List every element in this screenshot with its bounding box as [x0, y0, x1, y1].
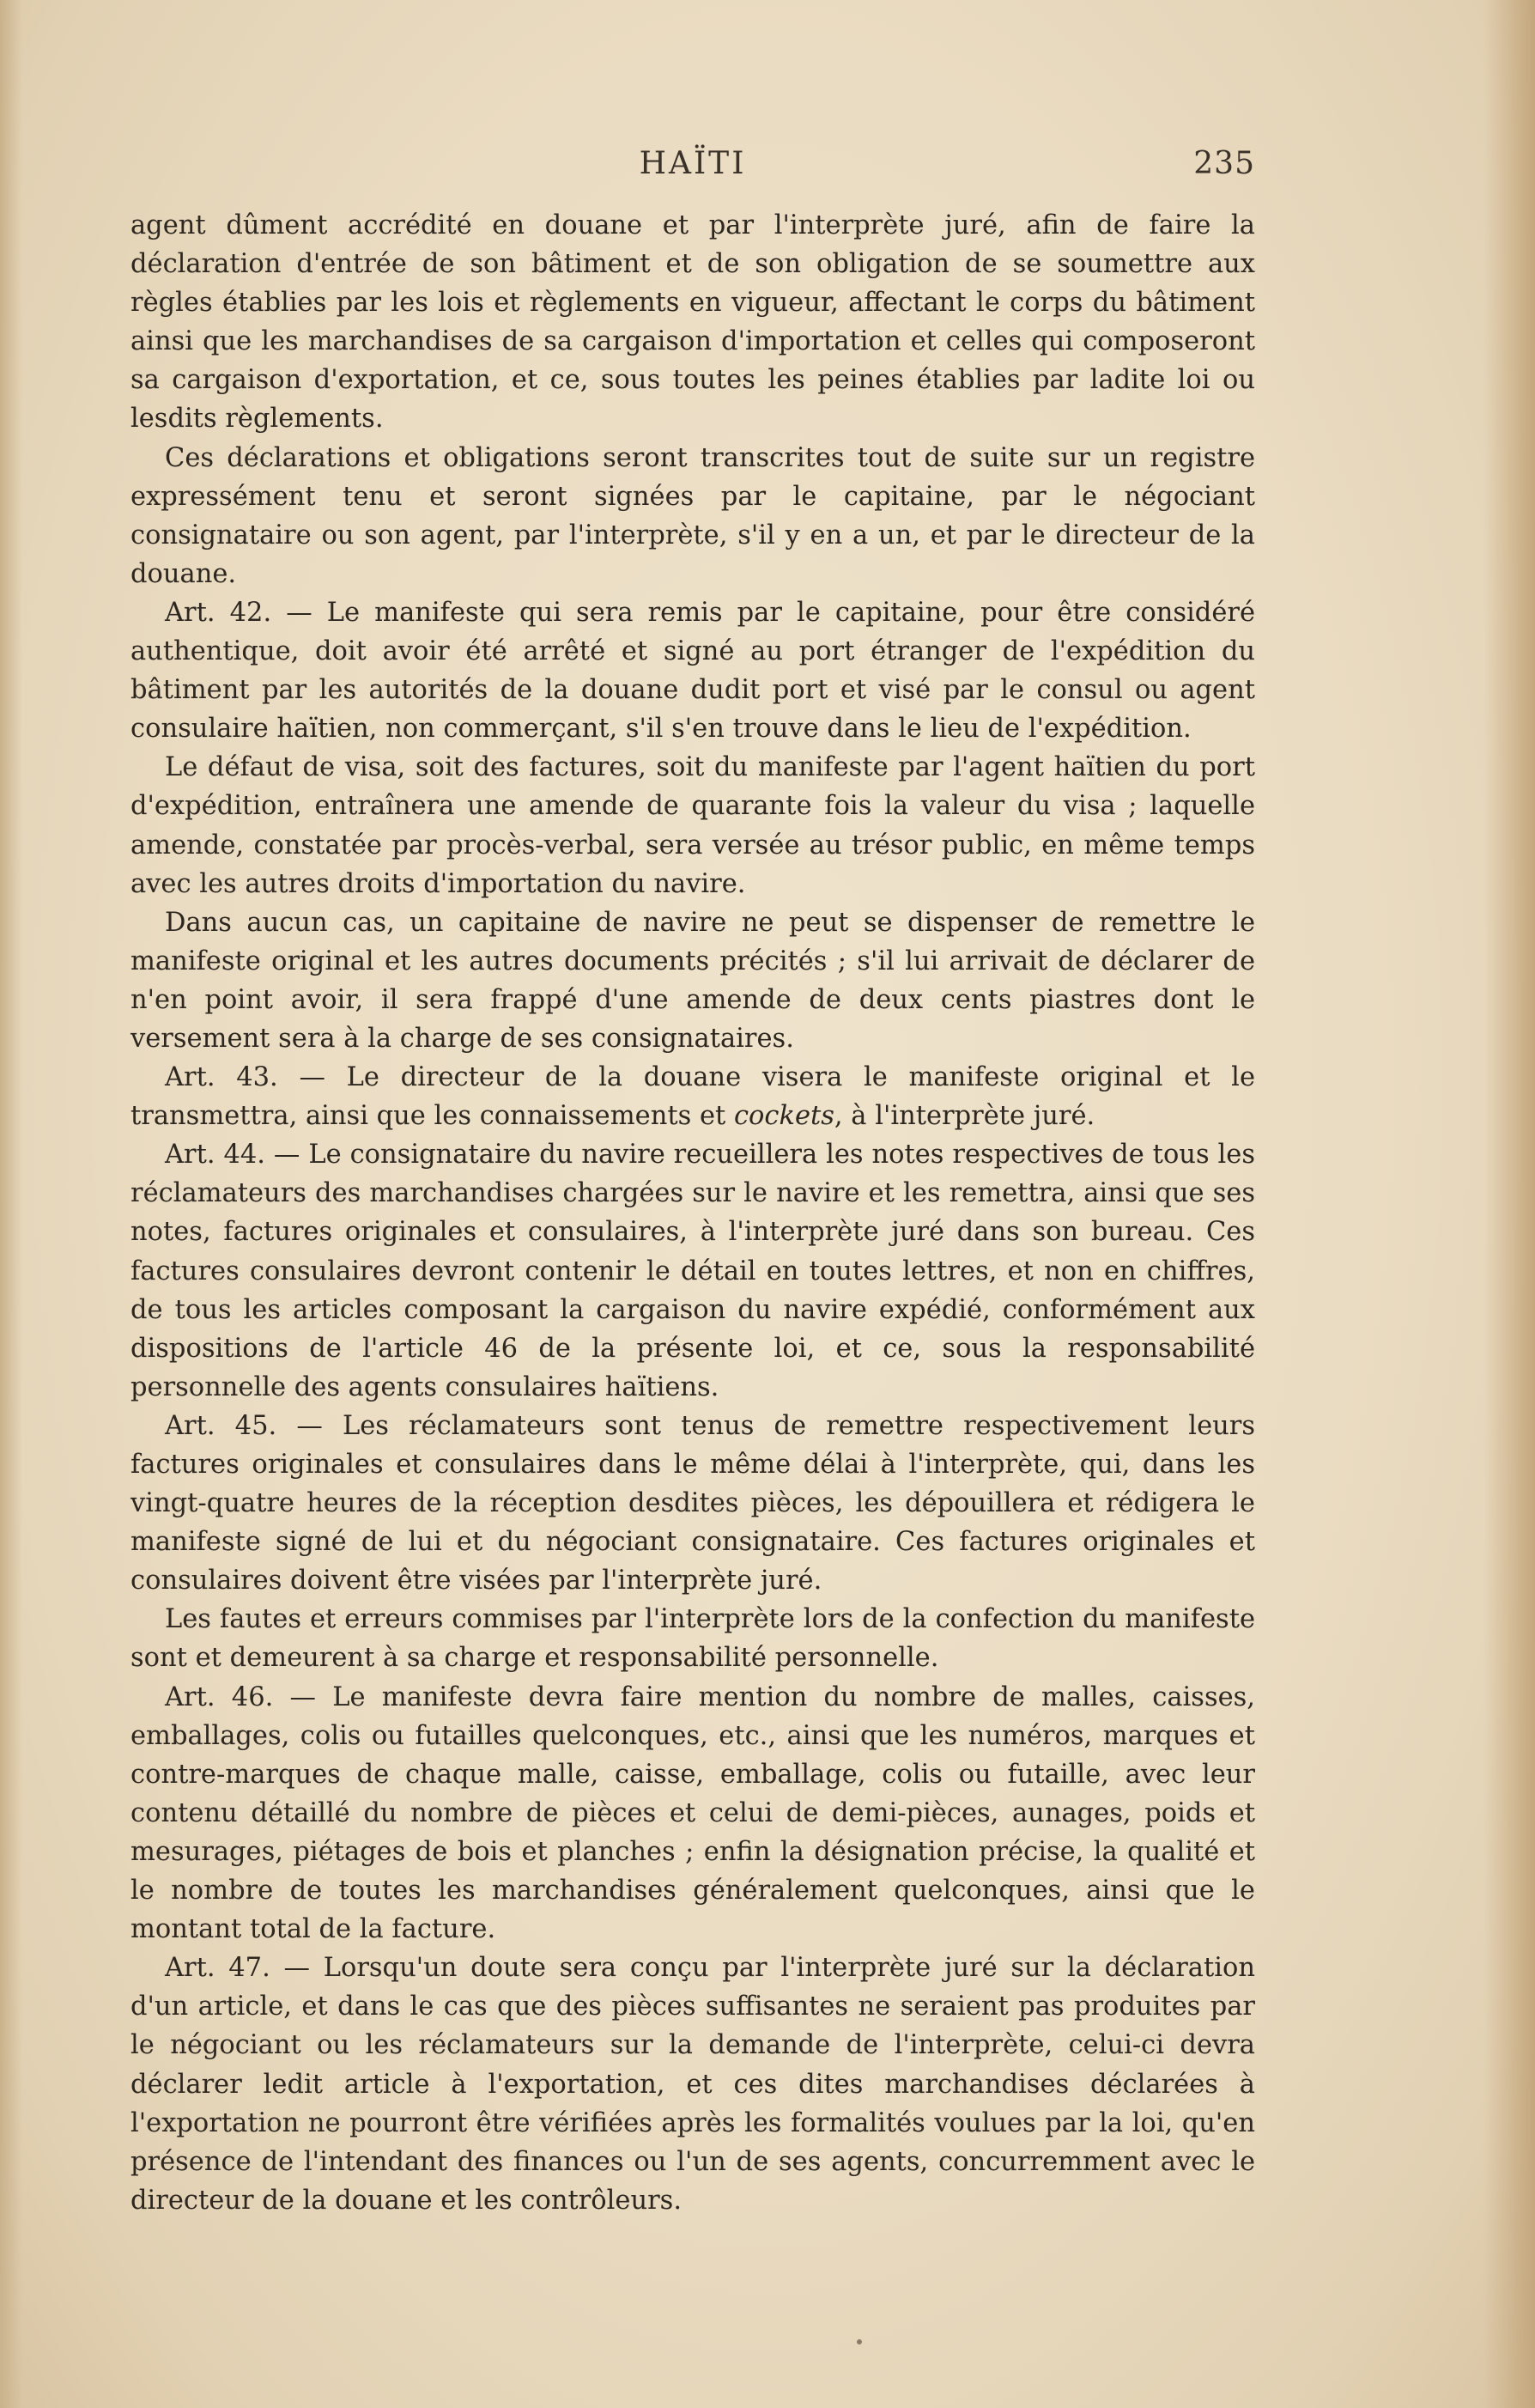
paragraph-fautes-et-erreurs: Les fautes et erreurs commises par l'interprète lors de la confection du manifeste sont et demeurent à sa charge et responsabilité personnelle. — [130, 1604, 1255, 1674]
paragraph-continuation: agent dûment accrédité en douane et par l'interprète juré, afin de faire la déclaration d'entrée de son bâtiment et de son obligation de se soumettre aux règles établies par les lois et règlements en vigueur, affectant le corps du bâtiment ainsi que les marchandises de sa cargaison d'importation et celles qui composeront sa cargaison d'exportation, et ce, sous toutes les peines établies par ladite loi ou lesdits règlements. — [130, 210, 1255, 435]
print-speck — [857, 2339, 862, 2344]
paragraph-declarations: Ces déclarations et obligations seront transcrites tout de suite sur un registre expressément tenu et seront signées par le capitaine, par le négociant consignataire ou son agent, par l'interprète, s'il y en a un, et par le directeur de la douane. — [130, 442, 1255, 589]
body-text — [130, 206, 1255, 2220]
art-43-text-before: Art. 43. — Le directeur de la douane visera le manifeste original et le transmettra, ainsi que les connaissements et — [130, 1062, 1255, 1132]
paragraph-art-47: Art. 47. — Lorsqu'un doute sera conçu par l'interprète juré sur la déclaration d'un article, et dans le cas que des pièces suffisantes ne seraient pas produites par le négociant ou les réclamateurs sur la demande de l'interprète, celui-ci devra déclarer ledit article à l'exportation, et ces dites marchandises déclarées à l'exportation ne pourront être vérifiées après les formalités voulues par la loi, qu'en présence de l'intendant des finances ou l'un de ses agents, concurremment avec le directeur de la douane et les contrôleurs. — [130, 1953, 1255, 2216]
page-edge-shadow-left — [0, 0, 22, 2408]
paragraph-art-44: Art. 44. — Le consignataire du navire recueillera les notes respectives de tous les réclamateurs des marchandises chargées sur le navire et les remettra, ainsi que ses notes, factures originales et consulaires, à l'interprète juré dans son bureau. Ces factures consulaires devront contenir le détail en toutes lettres, et non en chiffres, de tous les articles composant la cargaison du navire expédié, conformément aux dispositions de l'article 46 de la présente loi, et ce, sous la responsabilité personnelle des agents consulaires haïtiens. — [130, 1140, 1255, 1402]
paragraph-defaut-de-visa: Le défaut de visa, soit des factures, soit du manifeste par l'agent haïtien du port d'expédition, entraînera une amende de quarante fois la valeur du visa ; laquelle amende, constatée par procès-verbal, sera versée au trésor public, en même temps avec les autres droits d'importation du navire. — [130, 752, 1255, 899]
running-head-title: HAÏTI — [639, 146, 747, 181]
art-43-italic-term: cockets — [733, 1101, 834, 1132]
running-head — [130, 146, 1255, 189]
page-edge-shadow-right — [1483, 0, 1535, 2408]
art-43-text-after: , à l'interprète juré. — [834, 1101, 1095, 1132]
paragraph-art-46: Art. 46. — Le manifeste devra faire mention du nombre de malles, caisses, emballages, colis ou futailles quelconques, etc., ainsi que les numéros, marques et contre-marques de chaque malle, caisse, emballage, colis ou futaille, avec leur contenu détaillé du nombre de pièces et celui de demi-pièces, aunages, poids et mesurages, piétages de bois et planches ; enfin la désignation précise, la qualité et le nombre de toutes les marchandises généralement quelconques, ainsi que le montant total de la facture. — [130, 1681, 1255, 1945]
paragraph-dans-aucun-cas: Dans aucun cas, un capitaine de navire ne peut se dispenser de remettre le manifeste original et les autres documents précités ; s'il lui arrivait de déclarer de n'en point avoir, il sera frappé d'une amende de deux cents piastres dont le versement sera à la charge de ses consignataires. — [130, 907, 1255, 1054]
page-number: 235 — [1193, 146, 1255, 181]
paragraph-art-42: Art. 42. — Le manifeste qui sera remis par le capitaine, pour être considéré authentique, doit avoir été arrêté et signé au port étranger de l'expédition du bâtiment par les autorités de la douane dudit port et visé par le consul ou agent consulaire haïtien, non commerçant, s'il s'en trouve dans le lieu de l'expédition. — [130, 597, 1255, 745]
paragraph-art-43 — [130, 1058, 1255, 1135]
paragraph-art-45: Art. 45. — Les réclamateurs sont tenus de remettre respectivement leurs factures originales et consulaires dans le même délai à l'interprète, qui, dans les vingt-quatre heures de la réception desdites pièces, les dépouillera et rédigera le manifeste signé de lui et du négociant consignataire. Ces factures originales et consulaires doivent être visées par l'interprète juré. — [130, 1410, 1255, 1596]
